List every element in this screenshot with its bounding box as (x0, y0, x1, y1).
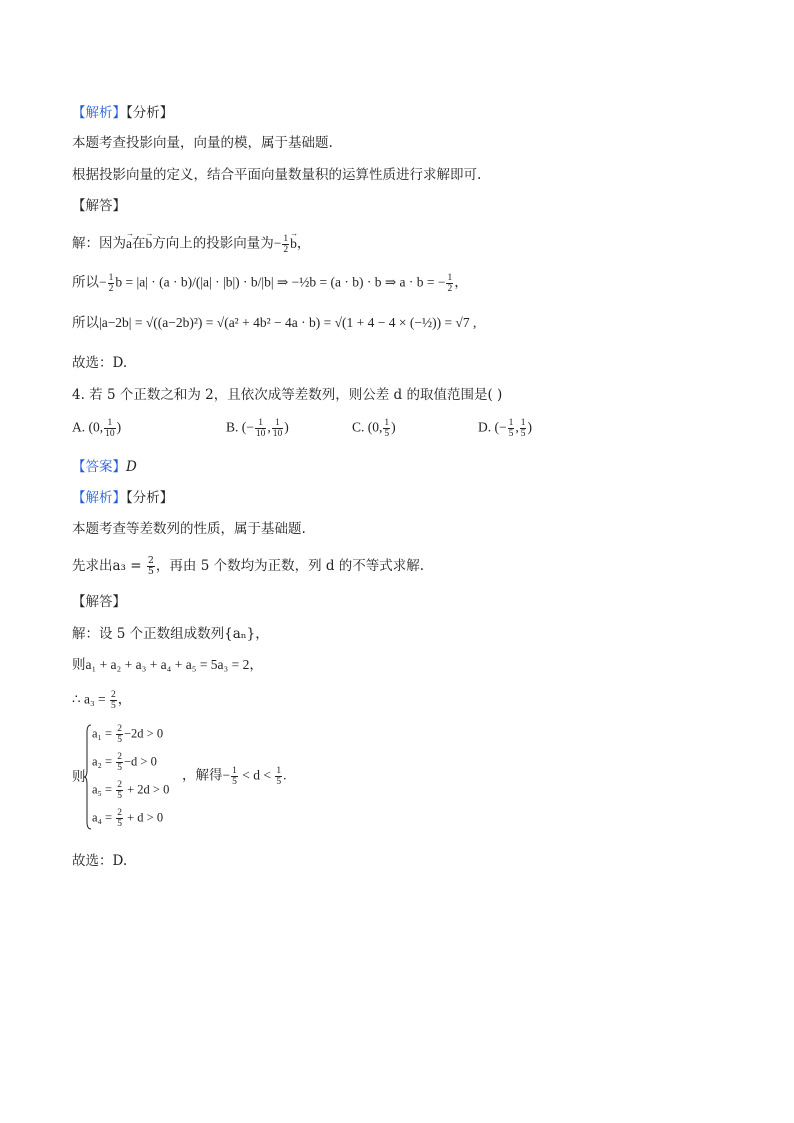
system-row: a₁ = $\frac{2}{5}$ −2d > 0 (92, 724, 164, 745)
choice-result: 故选：D. (72, 355, 128, 371)
fenxi-tag: 【分析】 (126, 105, 174, 121)
system-row: a₄ = $\frac{2}{5}$ + d > 0 (92, 808, 164, 829)
vector-a: → a (126, 235, 132, 253)
answer-value: D (126, 459, 137, 475)
jieda-tag: 【解答】 (72, 198, 126, 214)
option-c[interactable]: C. (0, $\frac{1}{5}$ ) (352, 418, 396, 439)
option-d[interactable]: D. (− $\frac{1}{5}$ , $\frac{1}{5}$ ) (478, 418, 532, 439)
options-row (72, 418, 552, 442)
solution-line: 则a₁ + a₂ + a₃ + a₄ + a₅ = 5a₃ = 2， (72, 657, 263, 672)
analysis-text: 先求出a₃ = $\frac{2}{5}$ ，再由 5 个数均为正数，列 d 的不等式求解. (72, 555, 425, 577)
ze-label: 则 (72, 769, 86, 785)
solution-line: 解：设 5 个正数组成数列{aₙ}， (72, 626, 269, 642)
system-row: a₅ = $\frac{2}{5}$ + 2d > 0 (92, 780, 170, 801)
section-tags (72, 104, 173, 122)
fraction: $\frac{1}{2}$ (283, 234, 289, 255)
solution-line: 所以|a−2b| = √((a−2b)²) = √(a² + 4b² − 4a · b) = √(1 + 4 − 4 × (−½)) = √7 , (72, 315, 477, 330)
answer-tag: 【答案】 (72, 459, 126, 475)
vector-b: → b (146, 235, 153, 253)
analysis-text: 根据投影向量的定义，结合平面向量数量积的运算性质进行求解即可. (72, 167, 482, 183)
analysis-text: 本题考查投影向量，向量的模，属于基础题. (72, 135, 333, 151)
jiexi-tag: 【解析】 (72, 105, 126, 121)
system-row: a₂ = $\frac{2}{5}$ −d > 0 (92, 752, 157, 773)
jieda-tag: 【解答】 (72, 594, 126, 610)
analysis-text: 本题考查等差数列的性质，属于基础题. (72, 521, 306, 537)
option-b[interactable]: B. (− $\frac{1}{10}$ , $\frac{1}{10}$ ) (226, 418, 289, 439)
question-stem: 4. 若 5 个正数之和为 2，且依次成等差数列，则公差 d 的取值范围是( ) (72, 387, 503, 403)
choice-result: 故选：D. (72, 853, 128, 869)
solution-line: 所以− $\frac{1}{2}$ b = |a| · (a · b)/(|a| · |b|) · b/|b| ⇒ −½b = (a · b) · b ⇒ a · b = − $\frac{1}{2}$ ， (72, 273, 468, 294)
option-a[interactable]: A. (0, $\frac{1}{10}$ ) (72, 418, 122, 439)
section-tags: 【解析】【分析】 (72, 490, 174, 506)
left-brace (84, 724, 92, 830)
answer-line (72, 458, 137, 476)
solution-line: ∴ a₃ = $\frac{2}{5}$ ， (72, 690, 132, 711)
solution-line: 解：因为→ a在→ b方向上的投影向量为− $\frac{1}{2}$ → b， (72, 234, 310, 255)
system-result: ，解得− $\frac{1}{5}$ < d < $\frac{1}{5}$ . (182, 766, 287, 787)
